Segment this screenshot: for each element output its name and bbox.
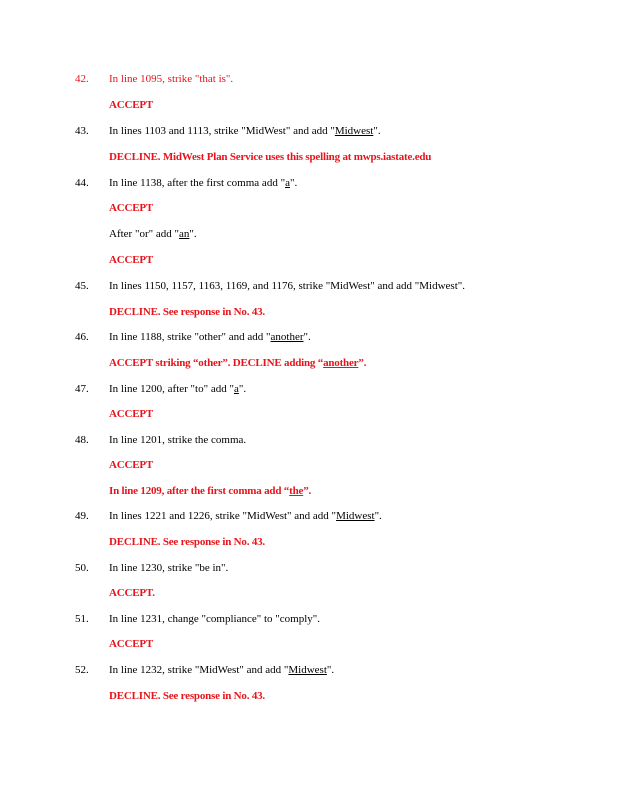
amendment-46 <box>0 330 618 348</box>
item-number: 43. <box>75 125 89 137</box>
amendment-text: In line 1232, strike "MidWest" and add "Midwest". <box>109 664 335 676</box>
underlined-insertion: Midwest <box>334 125 374 137</box>
underlined-insertion: an <box>178 228 190 240</box>
response-text: ACCEPT <box>109 99 154 111</box>
amendment-44-continued <box>0 227 618 245</box>
item-number: 44. <box>75 177 89 189</box>
response-text: DECLINE. See response in No. 43. <box>109 536 265 548</box>
response-47 <box>0 407 618 425</box>
amendment-43 <box>0 124 618 142</box>
response-44-continued <box>0 253 618 271</box>
amendment-text: In lines 1150, 1157, 1163, 1169, and 1176, strike "MidWest" and add "Midwest". <box>109 280 466 292</box>
item-number: 47. <box>75 383 89 395</box>
item-number: 49. <box>75 510 89 522</box>
response-text: DECLINE. See response in No. 43. <box>109 690 265 702</box>
response-48-addition <box>0 484 618 502</box>
item-number: 48. <box>75 434 89 446</box>
response-text: DECLINE. See response in No. 43. <box>109 306 265 318</box>
item-number: 50. <box>75 562 89 574</box>
item-number: 45. <box>75 280 89 292</box>
response-text: ACCEPT <box>109 408 154 420</box>
amendment-52 <box>0 663 618 681</box>
underlined-insertion: Midwest <box>288 664 327 676</box>
amendment-51 <box>0 612 618 630</box>
amendment-48 <box>0 433 618 451</box>
amendment-text: In line 1230, strike "be in". <box>109 562 229 574</box>
response-52 <box>0 689 618 707</box>
amendment-text: In lines 1221 and 1226, strike "MidWest" and add "Midwest". <box>109 510 382 522</box>
response-51 <box>0 637 618 655</box>
response-text: In line 1209, after the first comma add “the”. <box>109 485 312 497</box>
underlined-insertion: Midwest <box>336 510 375 522</box>
amendment-44 <box>0 176 618 194</box>
amendment-text: In line 1095, strike "that is". <box>109 73 234 85</box>
response-50 <box>0 586 618 604</box>
response-text: ACCEPT striking “other”. DECLINE adding “another”. <box>109 357 367 369</box>
response-42 <box>0 98 618 116</box>
underlined-insertion: another <box>270 331 304 343</box>
underlined-insertion: a <box>285 177 290 189</box>
item-number: 51. <box>75 613 89 625</box>
amendment-text: In lines 1103 and 1113, strike "MidWest" and add "Midwest". <box>109 125 381 137</box>
item-number: 42. <box>75 73 89 85</box>
underlined-insertion: the <box>289 485 304 497</box>
amendment-text: In line 1231, change "compliance" to "comply". <box>109 613 321 625</box>
response-text: ACCEPT <box>109 638 154 650</box>
amendment-49 <box>0 509 618 527</box>
amendment-42 <box>0 72 618 90</box>
amendment-text: In line 1200, after "to" add "a". <box>109 383 247 395</box>
response-45 <box>0 305 618 323</box>
amendment-text: In line 1201, strike the comma. <box>109 434 247 446</box>
response-text: ACCEPT <box>109 459 154 471</box>
response-text: ACCEPT <box>109 254 154 266</box>
response-44 <box>0 201 618 219</box>
item-number: 46. <box>75 331 89 343</box>
amendment-text: In line 1138, after the first comma add "a". <box>109 177 298 189</box>
item-number: 52. <box>75 664 89 676</box>
response-46 <box>0 356 618 374</box>
amendment-text: In line 1188, strike "other" and add "another". <box>109 331 311 343</box>
amendment-50 <box>0 561 618 579</box>
amendment-47 <box>0 382 618 400</box>
amendment-text: After "or" add "an". <box>109 228 197 240</box>
response-49 <box>0 535 618 553</box>
response-text: ACCEPT. <box>109 587 155 599</box>
underlined-insertion: another <box>323 357 359 369</box>
response-43 <box>0 150 618 168</box>
underlined-insertion: a <box>233 383 239 395</box>
response-text: DECLINE. MidWest Plan Service uses this spelling at mwps.iastate.edu <box>109 151 432 163</box>
response-48 <box>0 458 618 476</box>
response-text: ACCEPT <box>109 202 154 214</box>
amendment-45 <box>0 279 618 297</box>
